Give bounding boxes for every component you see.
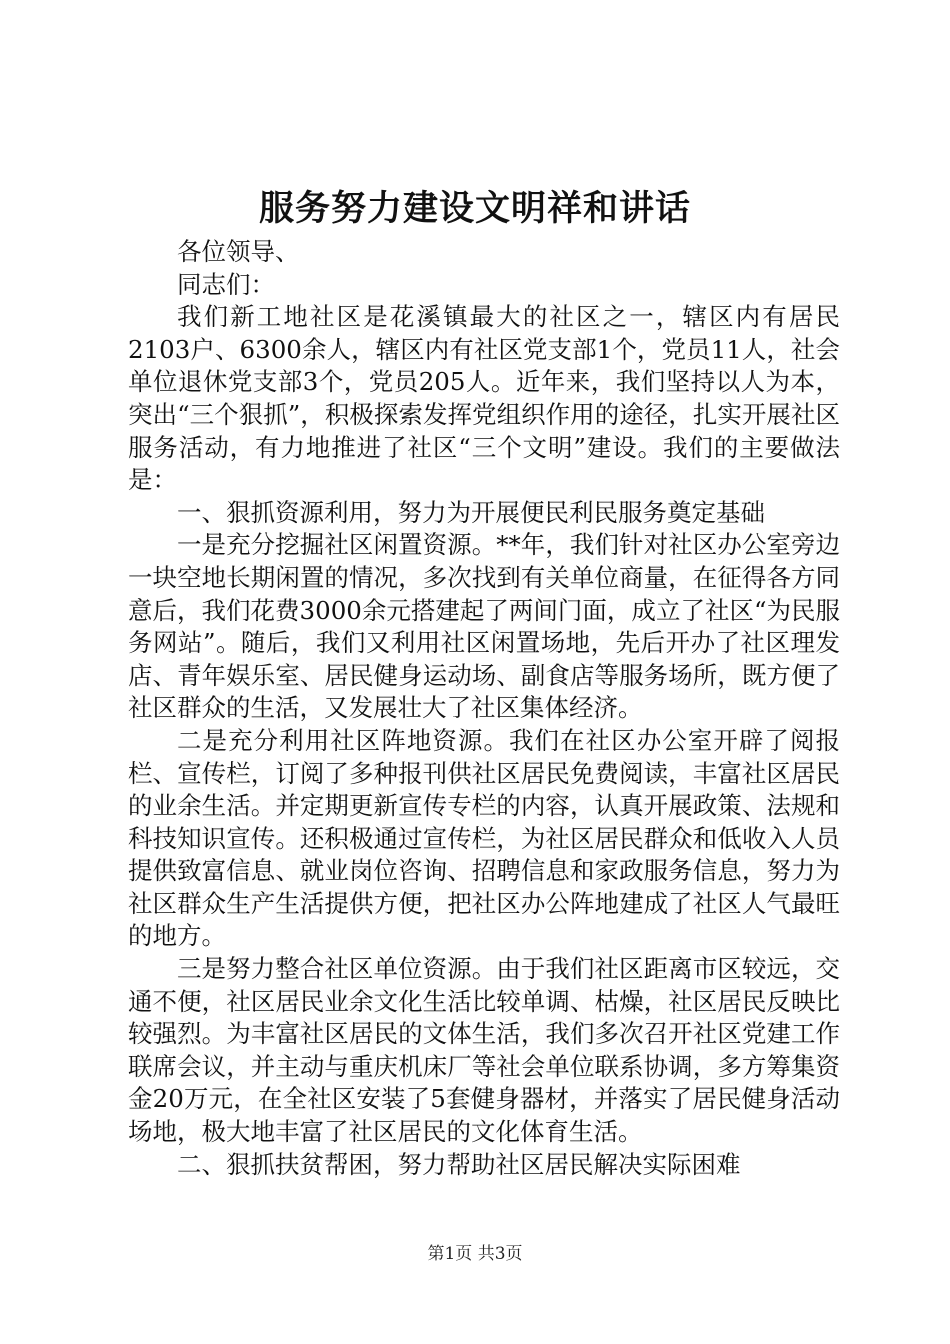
- page-number-footer: 第1页 共3页: [427, 1244, 523, 1264]
- salutation-comrades: 同志们：: [177, 269, 275, 299]
- section-heading-2: 二、狠抓扶贫帮困，努力帮助社区居民解决实际困难: [177, 1149, 741, 1179]
- intro-paragraph: 我们新工地社区是花溪镇最大的社区之一，辖区内有居民2103户、6300余人，辖区内有社区党支部1个，党员11人，社会单位退休党支部3个，党员205人。近年来，我们坚持以人为本，突出“三个狠抓”，积极探索发挥党组织作用的途径，扎实开展社区服务活动，有力地推进了社区“三个文明”建设。我们的主要做法是：: [128, 302, 840, 495]
- section-heading-1: 一、狠抓资源利用，努力为开展便民利民服务奠定基础: [177, 497, 765, 527]
- salutation-leaders: 各位领导、: [177, 237, 300, 266]
- body-paragraph-3: 三是努力整合社区单位资源。由于我们社区距离市区较远，交通不便，社区居民业余文化生活比较单调、枯燥，社区居民反映比较强烈。为丰富社区居民的文体生活，我们多次召开社区党建工作联席会议，并主动与重庆机床厂等社会单位联系协调，多方筹集资金20万元，在全社区安装了5套健身器材，并落实了居民健身活动场地，极大地丰富了社区居民的文化体育生活。: [128, 954, 840, 1147]
- body-paragraph-1: 一是充分挖掘社区闲置资源。**年，我们针对社区办公室旁边一块空地长期闲置的情况，多次找到有关单位商量，在征得各方同意后，我们花费3000余元搭建起了两间门面，成立了社区“为民服务网站”。随后，我们又利用社区闲置场地，先后开办了社区理发店、青年娱乐室、居民健身运动场、副食店等服务场所，既方便了社区群众的生活，又发展壮大了社区集体经济。: [128, 530, 840, 723]
- body-paragraph-2: 二是充分利用社区阵地资源。我们在社区办公室开辟了阅报栏、宣传栏，订阅了多种报刊供社区居民免费阅读，丰富社区居民的业余生活。并定期更新宣传专栏的内容，认真开展政策、法规和科技知识宣传。还积极通过宣传栏，为社区居民群众和低收入人员提供致富信息、就业岗位咨询、招聘信息和家政服务信息，努力为社区群众生产生活提供方便，把社区办公阵地建成了社区人气最旺的地方。: [128, 725, 840, 951]
- document-title: 服务努力建设文明祥和讲话: [258, 188, 691, 229]
- document-body: [128, 236, 840, 1181]
